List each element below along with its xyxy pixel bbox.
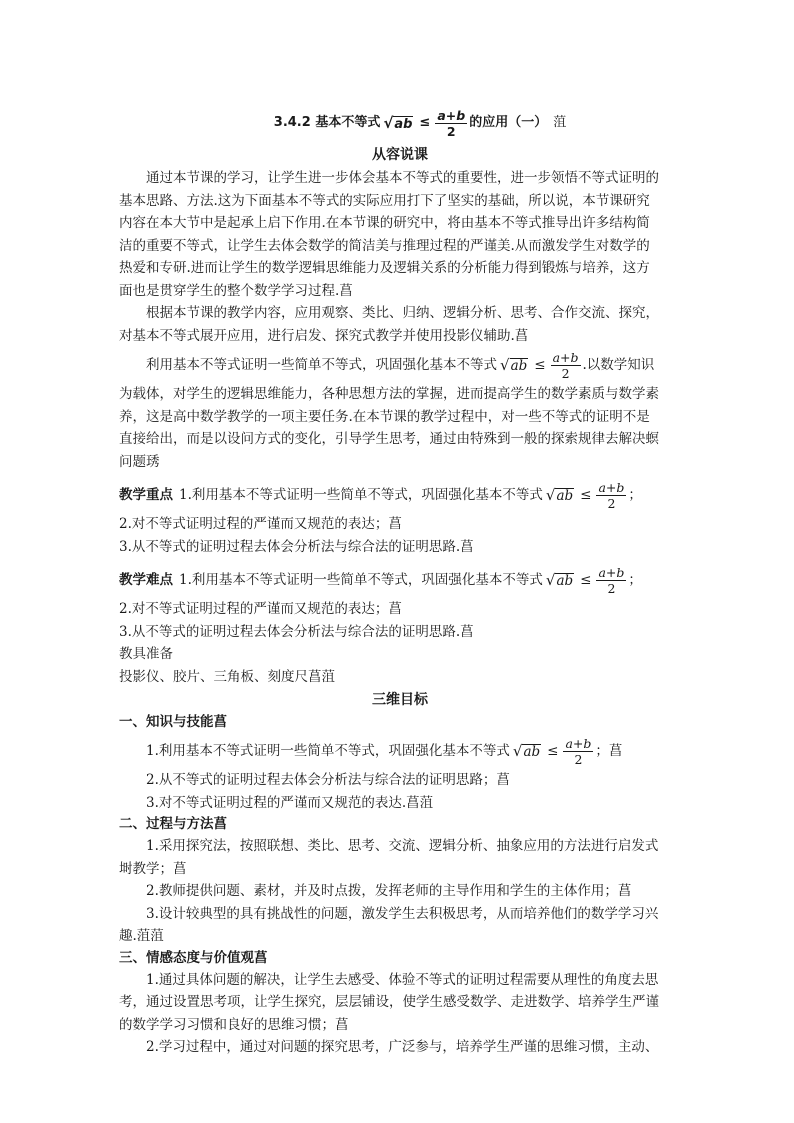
goal-knowledge-first	[119, 733, 681, 769]
key-points-first	[119, 477, 681, 513]
tools-label: 教具准备	[119, 646, 173, 662]
goal-knowledge-item-1: 1.利用基本不等式证明一些简单不等式，巩固强化基本不等式	[146, 743, 510, 759]
title-tail: 菹	[553, 115, 567, 130]
page-title	[159, 103, 681, 143]
goal-attitude-line: 考，通过设置思考项，让学生探究，层层铺设，使学生感受数学、走进数学、培养学生严谨	[119, 994, 659, 1010]
difficult-points-block	[119, 562, 681, 643]
paragraph-method	[119, 302, 681, 347]
goal-knowledge-item: 2.从不等式的证明过程去体会分析法与综合法的证明思路；菖	[146, 772, 510, 788]
difficult-points-sqrt: √ ab	[545, 571, 574, 589]
paragraph-line: 对基本不等式展开应用，进行启发、探究式教学并使用投影仪辅助.菖	[119, 327, 529, 344]
inequality-sqrt: √ ab	[500, 356, 528, 374]
inequality-leq: ≤	[534, 357, 546, 373]
paragraph-line: 洁的重要不等式，让学生去体会数学的简洁美与推理过程的严谨美.从而激发学生对数学的	[119, 237, 650, 254]
goal-attitude-heading: 三、情感态度与价值观菖	[119, 949, 268, 966]
paragraph-line: 面也是贯穿学生的整个数学学习过程.菖	[119, 282, 353, 299]
title-sqrt: √ ab	[383, 114, 413, 132]
difficult-points-item-1: 1.利用基本不等式证明一些简单不等式，巩固强化基本不等式	[179, 572, 543, 588]
text-after-formula: .以数学知识	[582, 357, 655, 373]
key-points-block	[119, 477, 681, 558]
tools-text: 投影仪、胶片、三角板、刻度尺菖菹	[119, 668, 335, 685]
title-leq: ≤	[419, 115, 431, 130]
formula-line	[119, 347, 681, 383]
paragraph-line: 内容在本大节中是起承上启下作用.在本节课的研究中，将由基本不等式推导出许多结构简	[119, 215, 650, 231]
paragraph-line: 问题琇	[119, 453, 160, 470]
paragraph-line: 为载体，对学生的逻辑思维能力，各种思想方法的掌握，进而提高学生的数学素质与数学素	[119, 386, 659, 402]
goal-process-line: 1.采用探究法，按照联想、类比、思考、交流、逻辑分析、抽象应用的方法进行启发式	[146, 838, 659, 854]
goal-knowledge-heading: 一、知识与技能菖	[119, 714, 227, 730]
key-points-leq: ≤	[580, 487, 592, 503]
goal-process-line: 趣.菹菹	[119, 928, 164, 944]
goal-attitude-block	[119, 948, 681, 1059]
goal-attitude-line: 的数学学习习惯和良好的思维习惯；菖	[119, 1016, 349, 1033]
goal-process-heading: 二、过程与方法菖	[119, 816, 227, 832]
goal-knowledge-block	[119, 712, 681, 814]
section-title-lesson-talk: 从容说课	[372, 147, 428, 163]
key-points-item: 2.对不等式证明过程的严谨而又规范的表达；菖	[119, 516, 402, 532]
paragraph-line: 热爱和专研.进而让学生的数学逻辑思维能力及逻辑关系的分析能力得到锻炼与培养，这方	[119, 260, 650, 276]
goal-knowledge-sqrt: √ ab	[512, 742, 541, 760]
key-points-fraction: $\frac{a+b}{2}$	[598, 479, 625, 511]
document-content	[119, 103, 681, 1059]
paragraph-intro	[119, 167, 681, 302]
goal-process-block	[119, 814, 681, 948]
goal-process-line: 埘教学；菖	[119, 860, 187, 877]
tools-block	[119, 643, 681, 688]
goal-knowledge-tail: ；菖	[595, 743, 623, 759]
paragraph-line: 直接给出，而是以设问方式的变化，引导学生思考，通过由特殊到一般的探索规律去解决螟	[119, 431, 659, 447]
paragraph-line: 根据本节课的教学内容，应用观察、类比、归纳、逻辑分析、思考、合作交流、探究，	[146, 305, 659, 321]
difficult-points-label: 教学难点	[119, 572, 173, 588]
title-prefix: 3.4.2 基本不等式	[273, 115, 381, 130]
key-points-label: 教学重点	[119, 487, 173, 503]
difficult-points-leq: ≤	[580, 572, 592, 588]
key-points-semicolon: ；	[628, 487, 642, 503]
difficult-points-first	[119, 562, 681, 598]
goal-process-line: 3.设计较典型的具有挑战性的问题，激发学生去积极思考，从而培养他们的数学学习兴	[146, 905, 659, 922]
difficult-points-semicolon: ；	[628, 572, 642, 588]
key-points-item: 3.从不等式的证明过程去体会分析法与综合法的证明思路.菖	[119, 538, 474, 555]
difficult-points-item: 2.对不等式证明过程的严谨而又规范的表达；菖	[119, 601, 402, 617]
paragraph-goal	[119, 347, 681, 473]
paragraph-line: 通过本节课的学习，让学生进一步体会基本不等式的重要性，进一步领悟不等式证明的	[146, 170, 659, 186]
title-suffix: 的应用（一）	[469, 115, 548, 130]
goal-attitude-line: 1.通过具体问题的解决，让学生去感受、体验不等式的证明过程需要从理性的角度去思	[146, 971, 659, 988]
goal-attitude-line: 2.学习过程中，通过对问题的探究思考，广泛参与，培养学生严谨的思维习惯，主动、	[146, 1039, 659, 1055]
key-points-sqrt: √ ab	[545, 486, 574, 504]
difficult-points-fraction: $\frac{a+b}{2}$	[598, 564, 625, 596]
title-fraction: $\frac{a+b}{2}$	[437, 107, 466, 139]
difficult-points-item: 3.从不等式的证明过程去体会分析法与综合法的证明思路.菖	[119, 623, 474, 640]
goal-knowledge-fraction: $\frac{a+b}{2}$	[565, 735, 592, 767]
paragraph-line: 基本思路、方法.这为下面基本不等式的实际应用打下了坚实的基础，所以说，本节课研究	[119, 192, 650, 209]
section-title-three-goals: 三维目标	[372, 692, 428, 708]
key-points-item-1: 1.利用基本不等式证明一些简单不等式，巩固强化基本不等式	[179, 487, 543, 503]
goal-process-line: 2.教师提供问题、素材，并及时点拨，发挥老师的主导作用和学生的主体作用；菖	[146, 883, 632, 899]
inequality-fraction: $\frac{a+b}{2}$	[552, 349, 579, 381]
paragraph-line: 养，这是高中数学教学的一项主要任务.在本节课的教学过程中，对一些不等式的证明不是	[119, 408, 650, 425]
text-before-formula: 利用基本不等式证明一些简单不等式，巩固强化基本不等式	[146, 357, 497, 373]
goal-knowledge-item: 3.对不等式证明过程的严谨而又规范的表达.菖菹	[146, 794, 434, 811]
goal-knowledge-leq: ≤	[547, 743, 559, 759]
